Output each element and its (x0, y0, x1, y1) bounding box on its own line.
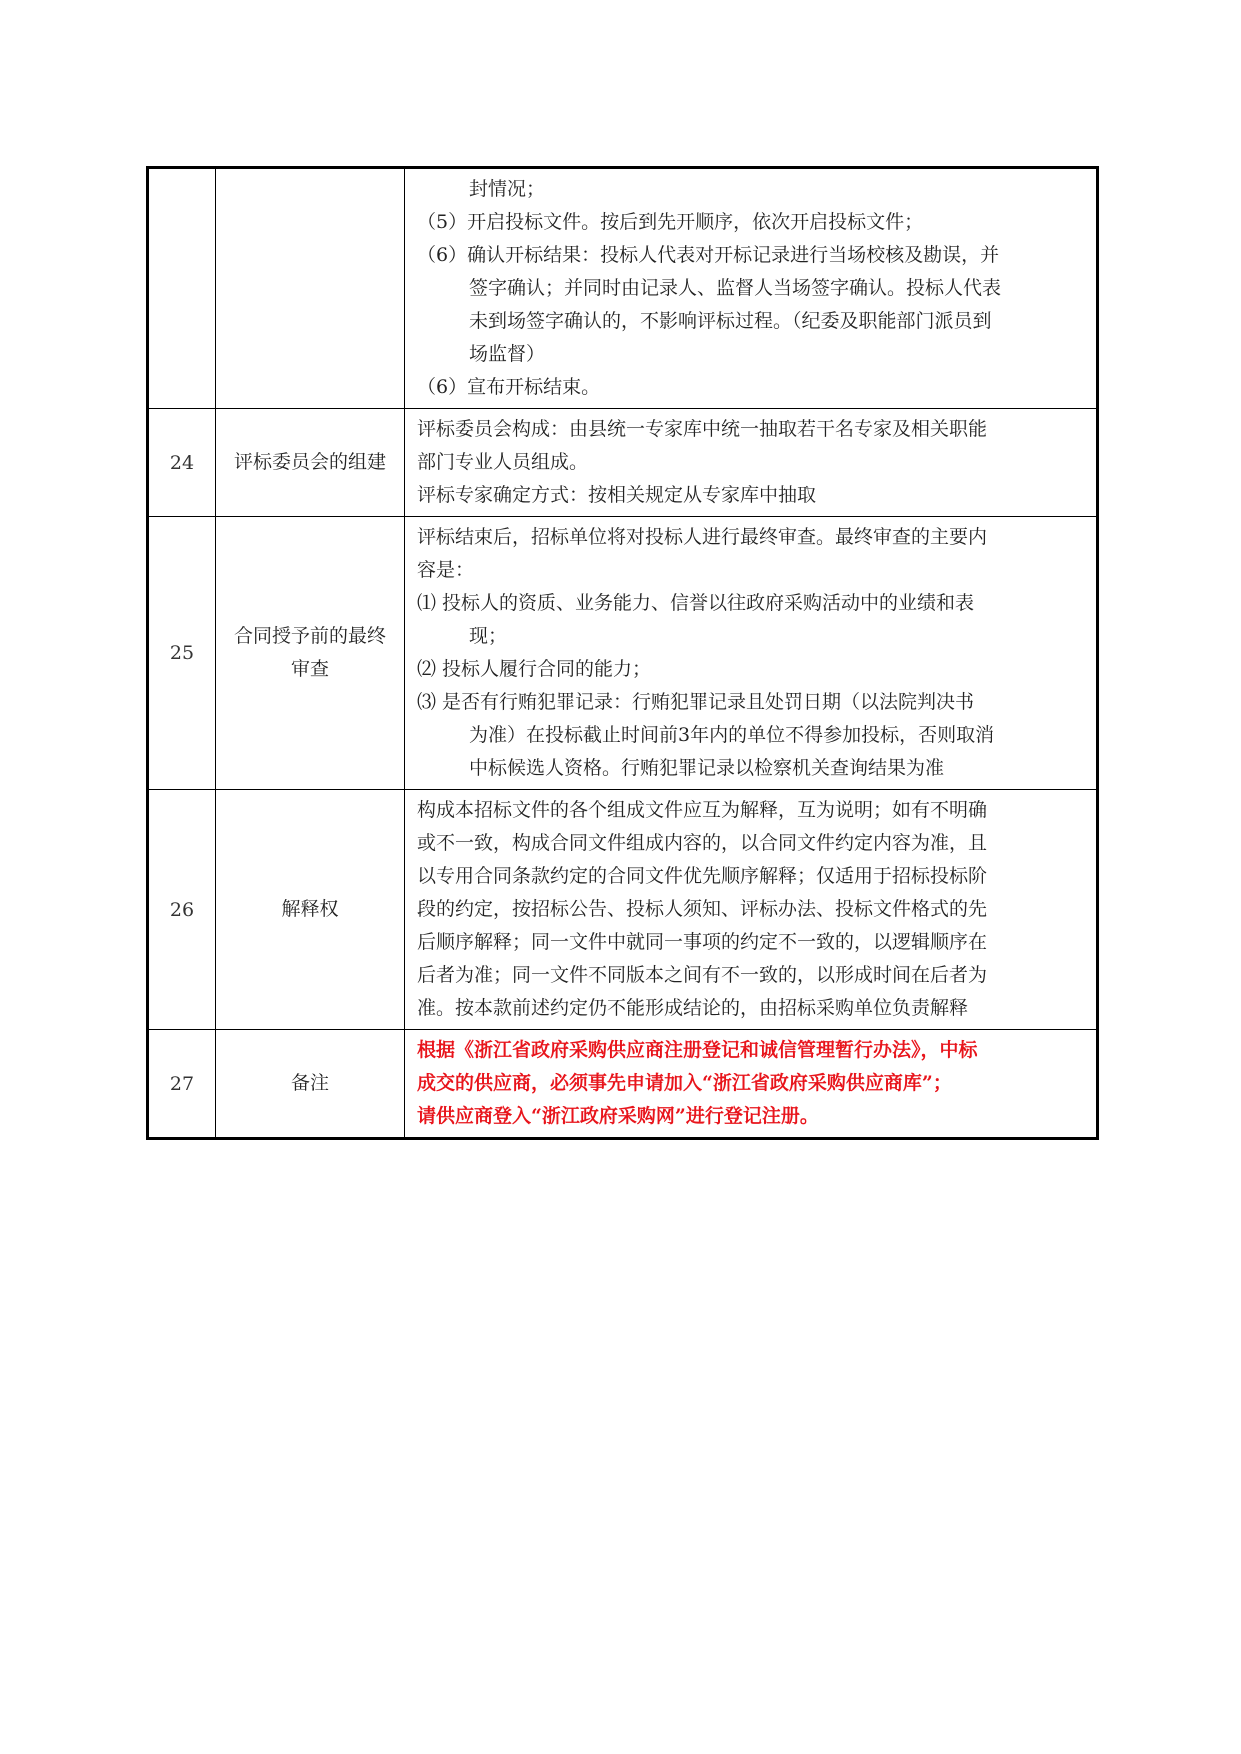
content-line: 或不一致，构成合同文件组成内容的，以合同文件约定内容为准，且 (417, 832, 988, 854)
content-line: 后者为准；同一文件不同版本之间有不一致的，以形成时间在后者为 (417, 964, 988, 986)
row-content (405, 409, 1098, 517)
content-line: （5）开启投标文件。按后到先开顺序，依次开启投标文件； (417, 211, 924, 233)
content-line: 根据《浙江省政府采购供应商注册登记和诚信管理暂行办法》，中标 (417, 1039, 978, 1061)
content-line: 以专用合同条款约定的合同文件优先顺序解释；仅适用于招标投标阶 (417, 865, 988, 887)
row-item-title: 解释权 (216, 790, 405, 1030)
content-line: 评标专家确定方式：按相关规定从专家库中抽取 (417, 484, 817, 506)
row-number (148, 168, 216, 409)
content-line: 构成本招标文件的各个组成文件应互为解释，互为说明；如有不明确 (417, 799, 988, 821)
content-line: 封情况； (469, 178, 546, 200)
content-line: 成交的供应商，必须事先申请加入“浙江省政府采购供应商库”； (417, 1072, 952, 1094)
row-content-notice (405, 1030, 1098, 1139)
content-line: 中标候选人资格。行贿犯罪记录以检察机关查询结果为准 (469, 757, 945, 779)
content-line: 请供应商登入“浙江政府采购网”进行登记注册。 (417, 1105, 819, 1127)
row-number: 27 (148, 1030, 216, 1139)
content-line: ⑴ 投标人的资质、业务能力、信誉以往政府采购活动中的业绩和表 (417, 592, 975, 614)
content-line: 评标委员会构成：由县统一专家库中统一抽取若干名专家及相关职能 (417, 418, 988, 440)
content-line: 场监督） (469, 343, 546, 365)
row-item-title: 合同授予前的最终审查 (216, 517, 405, 790)
row-number: 26 (148, 790, 216, 1030)
row-content (405, 517, 1098, 790)
table-row (148, 517, 1098, 790)
content-line: 签字确认；并同时由记录人、监督人当场签字确认。投标人代表 (469, 277, 1002, 299)
content-line: （6）确认开标结果：投标人代表对开标记录进行当场校核及勘误，并 (417, 244, 1000, 266)
table-row (148, 1030, 1098, 1139)
row-number: 25 (148, 517, 216, 790)
content-line: 为准）在投标截止时间前3年内的单位不得参加投标，否则取消 (469, 724, 995, 746)
table-row (148, 790, 1098, 1030)
content-line: 容是： (417, 559, 475, 581)
content-line: （6）宣布开标结束。 (417, 376, 601, 398)
row-item-title (216, 168, 405, 409)
table-row (148, 168, 1098, 409)
content-line: 未到场签字确认的，不影响评标过程。（纪委及职能部门派员到 (469, 310, 992, 332)
content-line: 现； (469, 625, 508, 647)
content-line: 后顺序解释；同一文件中就同一事项的约定不一致的，以逻辑顺序在 (417, 931, 988, 953)
content-line: 段的约定，按招标公告、投标人须知、评标办法、投标文件格式的先 (417, 898, 988, 920)
row-number: 24 (148, 409, 216, 517)
table-row (148, 409, 1098, 517)
content-line: 准。按本款前述约定仍不能形成结论的，由招标采购单位负责解释 (417, 997, 969, 1019)
content-line: 部门专业人员组成。 (417, 451, 589, 473)
content-line: ⑵ 投标人履行合同的能力； (417, 658, 652, 680)
row-content (405, 790, 1098, 1030)
content-line: 评标结束后，招标单位将对投标人进行最终审查。最终审查的主要内 (417, 526, 988, 548)
row-item-title: 备注 (216, 1030, 405, 1139)
row-item-title: 评标委员会的组建 (216, 409, 405, 517)
tender-terms-table (146, 166, 1099, 1140)
row-content (405, 168, 1098, 409)
content-line: ⑶ 是否有行贿犯罪记录：行贿犯罪记录且处罚日期（以法院判决书 (417, 691, 975, 713)
